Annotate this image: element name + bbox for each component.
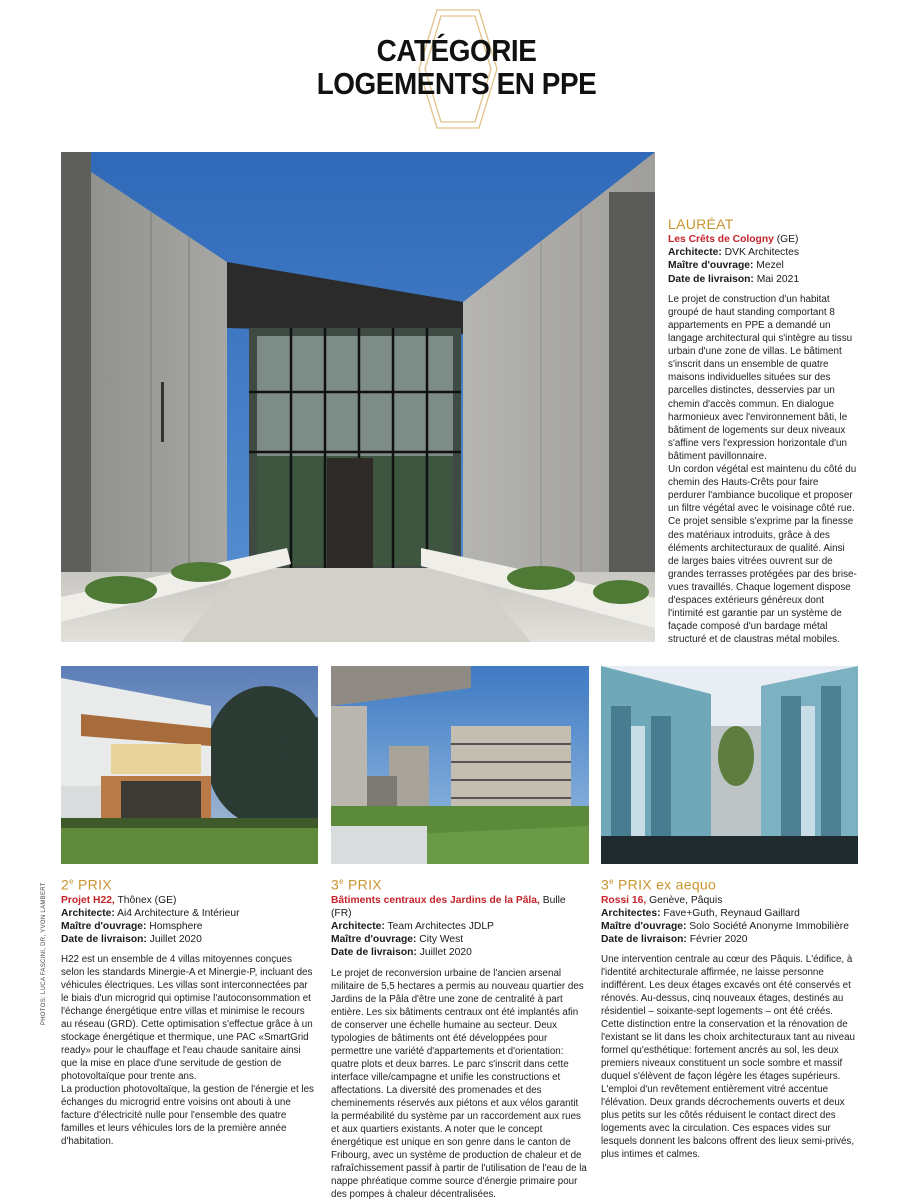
prix3b-date: Février 2020	[686, 934, 748, 946]
prix3-project-location: Bulle (FR)	[331, 894, 566, 919]
laureat-date: Mai 2021	[753, 273, 800, 285]
prix3b-info	[601, 873, 857, 1161]
prix2-award-num: 2	[61, 876, 70, 893]
laureat-project-name: Les Crêts de Cologny	[668, 234, 774, 245]
prix3b-maitre: Solo Société Anonyme Immobilière	[686, 921, 849, 933]
prix3-award-sup: e	[339, 877, 344, 886]
prix2-maitre: Homsphere	[146, 921, 203, 933]
prix3-maitre: City West	[416, 934, 464, 946]
laureat-text	[668, 293, 858, 647]
prix3-photo	[331, 666, 589, 864]
prix3-date-label: Date de livraison:	[331, 947, 417, 959]
prix2-text	[61, 953, 317, 1148]
laureat-info	[668, 216, 858, 646]
laureat-project-location: (GE)	[773, 234, 799, 245]
prix2-award: PRIX	[73, 876, 112, 893]
prix3b-award-num: 3	[601, 876, 610, 893]
prix3-paragraph: Le projet de reconversion urbaine de l'ancien arsenal militaire de 5,5 hectares a permis au nouveau quartier des Jardins de la Pâla d'être une zone de centralité à part entière. Les six bâtiments centraux ont été implantés afin de conserver une échelle humaine au secteur. Deux typologies de bâtiments ont été développées pour permettre une variété d'appartements et d'orientation: quatre plots et deux barres. Le parc s'inscrit dans cette interface ville/campagne et unifie les constructions et affectations. La diversité des promenades et des cheminements réservés aux piétons et aux vélos garantit la perméabilité du système par un raccordement aux rues et aux quartiers existants. A noter que le concept énergétique est unique en son genre dans le canton de Fribourg, avec un système de production de chaleur et de rafraîchissement passif à partir de l'utilisation de l'eau de la nappe phréatique comme source d'énergie primaire pour des pompes à chaleur décentralisées.	[331, 967, 587, 1200]
laureat-maitre: Mezel	[753, 260, 784, 272]
prix3b-photo	[601, 666, 858, 864]
page-title	[46, 34, 868, 100]
prix3-project-name: Bâtiments centraux des Jardins de la Pâla,	[331, 894, 540, 906]
prix3b-award-sup: e	[609, 877, 614, 886]
prix3-architecte-label: Architecte:	[331, 921, 385, 933]
prix3b-maitre-label: Maître d'ouvrage:	[601, 921, 687, 933]
prix2-award-sup: e	[69, 877, 74, 886]
prix2-project-name: Projet H22,	[61, 894, 115, 906]
prix3b-date-label: Date de livraison:	[601, 934, 687, 946]
laureat-date-label: Date de livraison:	[668, 273, 754, 285]
prix3-info	[331, 873, 587, 1201]
laureat-award: LAURÉAT	[668, 216, 734, 232]
prix3-award: PRIX	[343, 876, 382, 893]
prix3b-project-name: Rossi 16,	[601, 894, 647, 906]
prix2-architecte-label: Architecte:	[61, 907, 115, 919]
prix2-paragraph: H22 est un ensemble de 4 villas mitoyennes conçues selon les standards Minergie-A et Minergie-P, incluant des véhicules électriques. Les villas sont interconnectées par le biais d'un microgrid qui optimise l'autoconsommation et l'échange énergétique entre villas et minimise le recours au réseau (GRD). Cette optimisation s'effectue grâce à un stockage énergétique et thermique, une PAC «SmartGrid ready» pour le chauffage et l'eau chaude sanitaire ainsi que la mise en place d'une servitude de gestion de photovoltaïque pour trente ans.	[61, 954, 313, 1083]
prix3-text	[331, 967, 587, 1201]
prix2-maitre-label: Maître d'ouvrage:	[61, 921, 147, 933]
prix2-info	[61, 873, 317, 1148]
prix3-award-num: 3	[331, 876, 340, 893]
prix3-date: Juillet 2020	[416, 947, 472, 959]
prix3b-architecte-label: Architectes:	[601, 907, 661, 919]
laureat-paragraph: Un cordon végétal est maintenu du côté du chemin des Hauts-Crêts pour faire perdurer l'ambiance bucolique et proposer un filtre végétal avec le voisinage côté rue.	[668, 464, 857, 515]
laureat-photo	[61, 152, 655, 642]
prix3-maitre-label: Maître d'ouvrage:	[331, 934, 417, 946]
prix3b-architecte: Fave+Guth, Reynaud Gaillard	[660, 907, 800, 919]
title-line-1: CATÉGORIE	[376, 33, 537, 68]
prix2-date-label: Date de livraison:	[61, 934, 147, 946]
prix3b-project-location: Genève, Pâquis	[646, 894, 723, 906]
prix2-date: Juillet 2020	[146, 934, 202, 946]
laureat-paragraph: Le projet de construction d'un habitat groupé de haut standing comportant 8 appartements en PPE a demandé un langage architectural qui s'intègre au tissu urbain d'une zone de villas. Le bâtiment s'inscrit dans un ensemble de quatre maisons individuelles situées sur des parcelles distinctes, desservies par un chemin d'accès commun. En dialogue harmonieux avec l'environnement bâti, le bâtiment de logements sur deux niveaux s'affine vers l'expression horizontale d'un bâtiment pavillonnaire.	[668, 293, 853, 462]
laureat-architecte-label: Architecte:	[668, 247, 722, 259]
prix2-photo	[61, 666, 318, 864]
prix2-project-location: Thônex (GE)	[114, 894, 177, 906]
photo-credit: PHOTOS: LUCA FASCINI, DR, YVON LAMBERT	[41, 882, 47, 1025]
laureat-maitre-label: Maître d'ouvrage:	[668, 260, 754, 272]
prix2-paragraph: La production photovoltaïque, la gestion de l'énergie et les échanges du microgrid entre voisins ont abouti à une facture d'électricité nulle pour l'ensemble des quatre familles et leurs véhicules lors de la première année d'habitation.	[61, 1084, 314, 1148]
title-line-2: LOGEMENTS EN PPE	[316, 66, 597, 101]
prix3b-text	[601, 953, 857, 1161]
laureat-architecte: DVK Architectes	[721, 247, 800, 259]
prix3b-paragraph: Une intervention centrale au cœur des Pâquis. L'édifice, à l'identité architecturale affirmée, ne laisse personne indifférent. Les deux étages excavés ont été conservés et rénovés. Au-dessus, cinq nouveaux étages, destinés au résidentiel – soixante-sept logements – ont été créés. Cette distinction entre la conservation et la rénovation de l'existant se lit dans les choix architecturaux tant au niveau formel qu'esthétique: fortement ancrés au sol, les deux premiers niveaux constituent un socle sombre et massif duquel s'élèvent de façon légère les étages supérieurs. L'emploi d'un revêtement entièrement vitré accentue l'élévation. Deux grands décrochements ouverts et deux plus petits sur les côtés réduisent le contact direct des logements avec la circulation. Ces espaces vides sur lesquels donnent les balcons offrent des lieux semi-privés, plus intimes et calmes.	[601, 954, 856, 1161]
prix3-architecte: Team Architectes JDLP	[384, 921, 494, 933]
prix3b-award: PRIX ex aequo	[613, 876, 717, 893]
laureat-paragraph: Ce projet sensible s'exprime par la finesse des matériaux introduits, grâce à des éléments architecturaux de qualité. Ainsi de larges baies vitrées ouvrent sur de grandes terrasses protégées par des brise-vues travaillés. Chaque logement dispose d'espaces extérieurs généreux dont l'intimité est garantie par un système de façade composé d'un bardage métal structuré et de claustras métal mobiles.	[668, 516, 857, 646]
prix2-architecte: Ai4 Architecture & Intérieur	[114, 907, 240, 919]
